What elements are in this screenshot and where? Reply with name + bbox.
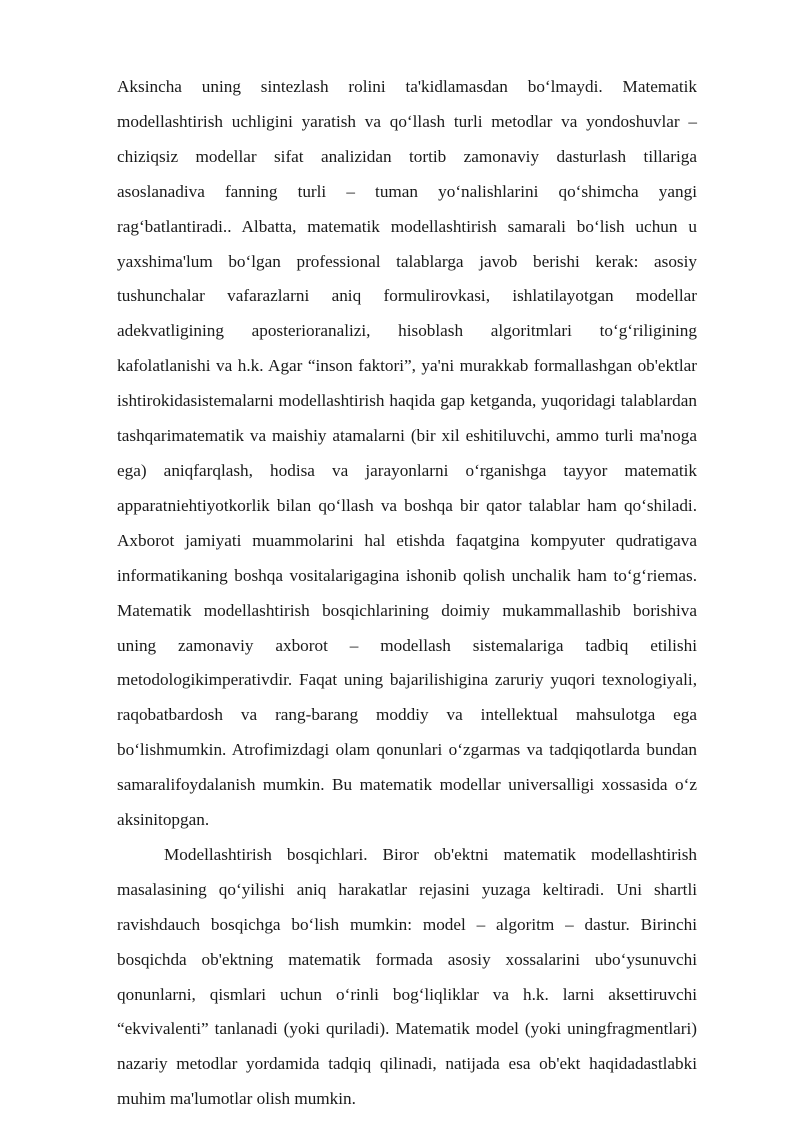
paragraph-1: Aksincha uning sintezlash rolini ta'kidlamasdan boʻlmaydi. Matematik modellashtirish uchligini yaratish va qoʻllash turli metodlar va yondoshuvlar –chiziqsiz modellar sifat analizidan tortib zamonaviy dasturlash tillariga asoslanadiva fanning turli – tuman yoʻnalishlarini qoʻshimcha yangi ragʻbatlantiradi.. Albatta, matematik modellashtirish samarali boʻlish uchun u yaxshima'lum boʻlgan professional talablarga javob berishi kerak: asosiy tushunchalar vafarazlarni aniq formulirovkasi, ishlatilayotgan modellar adekvatligining aposterioranalizi, hisoblash algoritmlari toʻgʻriligining kafolatlanishi va h.k. Agar “inson faktori”, ya'ni murakkab formallashgan ob'ektlar ishtirokidasistemalarni modellashtirish haqida gap ketganda, yuqoridagi talablardan tashqarimatematik va maishiy atamalarni (bir xil eshitiluvchi, ammo turli ma'noga ega) aniqfarqlash, hodisa va jarayonlarni oʻrganishga tayyor matematik apparatniehtiyotkorlik bilan qoʻllash va boshqa bir qator talablar ham qoʻshiladi. Axborot jamiyati muammolarini hal etishda faqatgina kompyuter qudratigava informatikaning boshqa vositalarigagina ishonib qolish unchalik ham toʻgʻriemas. Matematik modellashtirish bosqichlarining doimiy mukammallashib borishiva uning zamonaviy axborot – modellash sistemalariga tadbiq etilishi metodologikimperativdir. Faqat uning bajarilishigina zaruriy yuqori texnologiyali, raqobatbardosh va rang-barang moddiy va intellektual mahsulotga ega boʻlishmumkin. Atrofimizdagi olam qonunlari oʻzgarmas va tadqiqotlarda bundan samaralifoydalanish mumkin. Bu matematik modellar universalligi xossasida oʻz aksinitopgan. bbox=[117, 77, 697, 830]
document-body bbox=[117, 70, 697, 1117]
paragraph-2: Modellashtirish bosqichlari. Biror ob'ektni matematik modellashtirish masalasining qoʻyilishi aniq harakatlar rejasini yuzaga keltiradi. Uni shartli ravishdauch bosqichga boʻlish mumkin: model – algoritm – dastur. Birinchi bosqichda ob'ektning matematik formada asosiy xossalarini uboʻysunuvchi qonunlarni, qismlari uchun oʻrinli bogʻliqliklar va h.k. larni aksettiruvchi “ekvivalenti” tanlanadi (yoki quriladi). Matematik model (yoki uningfragmentlari) nazariy metodlar yordamida tadqiq qilinadi, natijada esa ob'ekt haqidadastlabki muhim ma'lumotlar olish mumkin. bbox=[117, 844, 697, 1109]
